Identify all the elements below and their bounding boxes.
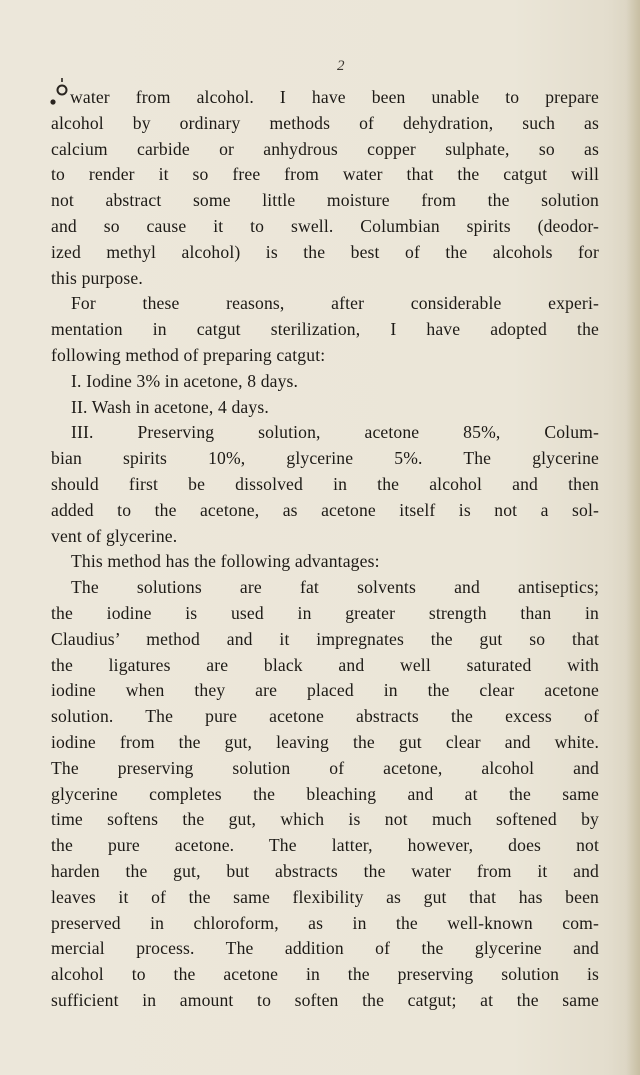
text-line: solution. The pure acetone abstracts the excess of (51, 706, 599, 727)
text-line: the ligatures are black and well saturated with (51, 654, 599, 675)
text-line: bian spirits 10%, glycerine 5%. The glycerine (51, 448, 599, 469)
page-number: 2 (337, 58, 345, 74)
text-line: glycerine completes the bleaching and at the same (51, 783, 599, 804)
text-line: III. Preserving solution, acetone 85%, Colum- (71, 422, 599, 443)
text-line: iodine when they are placed in the clear acetone (51, 680, 599, 701)
text-line: and so cause it to swell. Columbian spirits (deodor- (51, 215, 599, 236)
text-line: mercial process. The addition of the glycerine and (51, 938, 599, 959)
text-line: For these reasons, after considerable experi- (71, 293, 599, 314)
text-line: following method of preparing catgut: (51, 344, 326, 365)
text-line: calcium carbide or anhydrous copper sulphate, so as (51, 138, 599, 159)
text-line: sufficient in amount to soften the catgut; at the same (51, 989, 599, 1010)
text-line: iodine from the gut, leaving the gut clear and white. (51, 731, 599, 752)
text-line: the iodine is used in greater strength than in (51, 602, 599, 623)
text-line: The preserving solution of acetone, alcohol and (51, 757, 599, 778)
text-line: mentation in catgut sterilization, I have adopted the (51, 319, 599, 340)
text-line: vent of glycerine. (51, 525, 178, 546)
page-edge-shadow (626, 0, 640, 1075)
text-line: II. Wash in acetone, 4 days. (71, 396, 269, 417)
text-line: time softens the gut, which is not much softened by (51, 809, 599, 830)
text-line: I. Iodine 3% in acetone, 8 days. (71, 370, 299, 391)
text-line: ized methyl alcohol) is the best of the alcohols for (51, 241, 599, 262)
text-line: should first be dissolved in the alcohol and then (51, 473, 599, 494)
text-line: the pure acetone. The latter, however, does not (51, 835, 599, 856)
text-line: preserved in chloroform, as in the well-known com- (51, 912, 599, 933)
text-line: this purpose. (51, 267, 143, 288)
text-line: alcohol to the acetone in the preserving solution is (51, 964, 599, 985)
text-line: leaves it of the same flexibility as gut that has been (51, 886, 599, 907)
text-line: added to the acetone, as acetone itself is not a sol- (51, 499, 599, 520)
body-text (51, 85, 599, 1014)
text-line: alcohol by ordinary methods of dehydration, such as (51, 112, 599, 133)
text-line: The solutions are fat solvents and antiseptics; (71, 577, 599, 598)
text-line: This method has the following advantages: (71, 551, 380, 572)
text-line: harden the gut, but abstracts the water from it and (51, 860, 599, 881)
text-line: to render it so free from water that the catgut will (51, 164, 599, 185)
text-line: Claudius’ method and it impregnates the gut so that (51, 628, 599, 649)
text-line: water from alcohol. I have been unable to prepare (70, 87, 599, 107)
text-line: not abstract some little moisture from the solution (51, 190, 599, 211)
